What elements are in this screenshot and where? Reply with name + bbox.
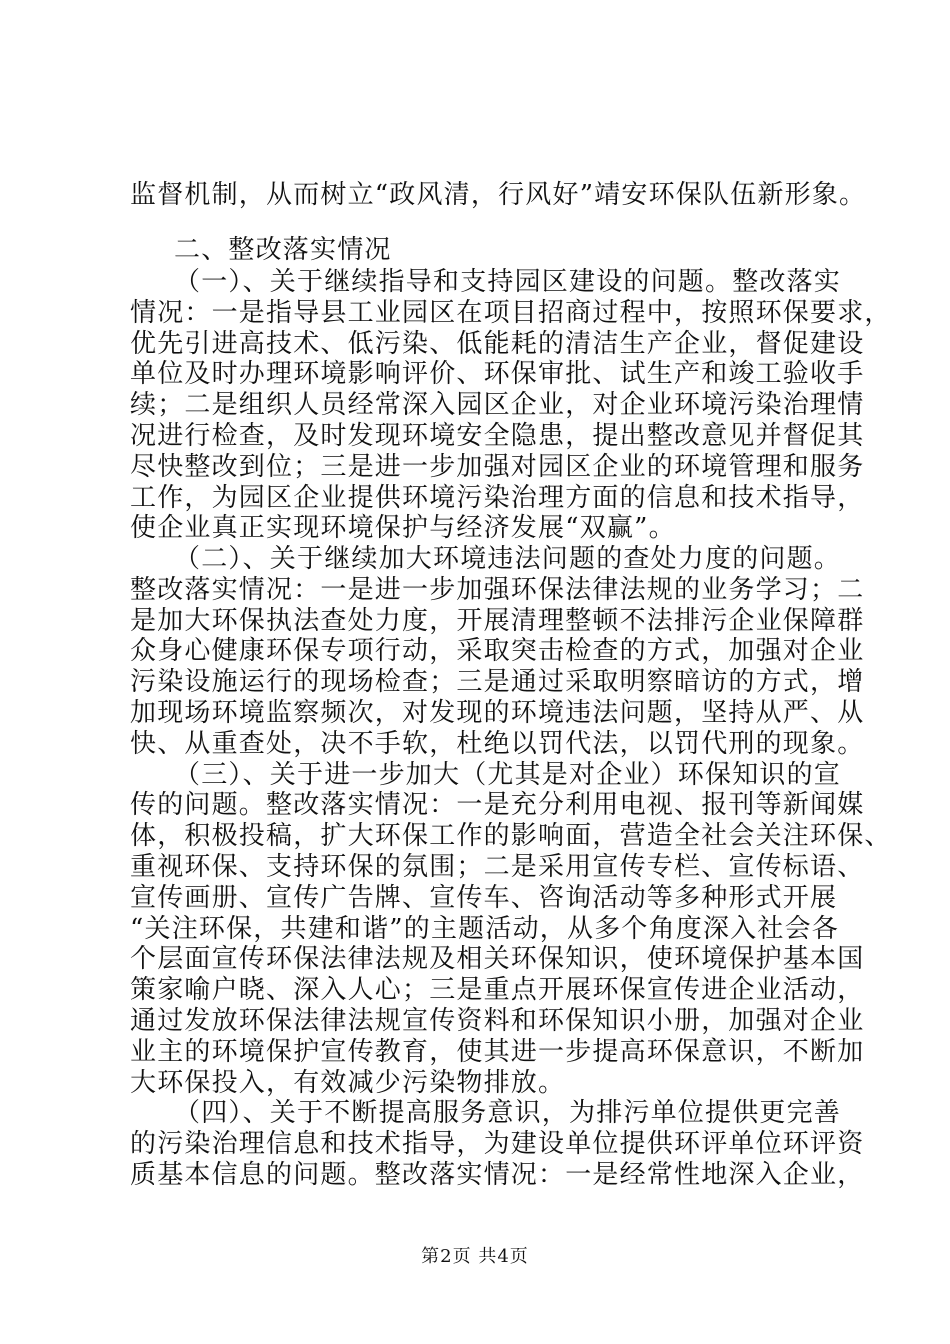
- text-line: 大环保投入，有效减少污染物排放。: [130, 1067, 566, 1098]
- text-line: 个层面宣传环保法律法规及相关环保知识，使环境保护基本国: [130, 944, 865, 975]
- text-line: 加现场环境监察频次，对发现的环境违法问题，坚持从严、从: [130, 698, 865, 729]
- text-line: 策家喻户晓、深入人心；三是重点开展环保宣传进企业活动，: [130, 975, 865, 1006]
- text-line: 重视环保、支持环保的氛围；二是采用宣传专栏、宣传标语、: [130, 852, 865, 883]
- text-line: 整改落实情况：一是进一步加强环保法律法规的业务学习；二: [130, 574, 865, 605]
- text-line: 单位及时办理环境影响评价、环保审批、试生产和竣工验收手: [130, 359, 865, 390]
- text-line: 众身心健康环保专项行动，采取突击检查的方式，加强对企业: [130, 636, 865, 667]
- text-line: 质基本信息的问题。整改落实情况：一是经常性地深入企业，: [130, 1160, 865, 1190]
- text-line: 优先引进高技术、低污染、低能耗的清洁生产企业，督促建设: [130, 328, 865, 359]
- text-line: 情况：一是指导县工业园区在项目招商过程中，按照环保要求，: [130, 297, 892, 328]
- text-line: 体，积极投稿，扩大环保工作的影响面，营造全社会关注环保、: [130, 821, 892, 852]
- text-line: 续；二是组织人员经常深入园区企业，对企业环境污染治理情: [130, 390, 865, 421]
- text-line: （一）、关于继续指导和支持园区建设的问题。整改落实: [174, 266, 842, 297]
- text-line: 工作，为园区企业提供环境污染治理方面的信息和技术指导，: [130, 482, 865, 513]
- page-footer: 第2页 共4页: [421, 1246, 529, 1267]
- text-line: 宣传画册、宣传广告牌、宣传车、咨询活动等多种形式开展: [130, 882, 838, 913]
- text-line: 通过发放环保法律法规宣传资料和环保知识小册，加强对企业: [130, 1006, 865, 1037]
- text-line: 况进行检查，及时发现环境安全隐患，提出整改意见并督促其: [130, 420, 865, 451]
- text-line: （四）、关于不断提高服务意识，为排污单位提供更完善: [174, 1098, 842, 1129]
- text-line: 传的问题。整改落实情况：一是充分利用电视、报刊等新闻媒: [130, 790, 865, 821]
- text-line: （三）、关于进一步加大（尤其是对企业）环保知识的宣: [174, 759, 842, 790]
- text-line: 尽快整改到位；三是进一步加强对园区企业的环境管理和服务: [130, 451, 865, 482]
- section-heading: 二、整改落实情况: [174, 235, 392, 266]
- text-line: 监督机制，从而树立“政风清，行风好”靖安环保队伍新形象。: [130, 180, 867, 210]
- text-line: “关注环保，共建和谐”的主题活动，从多个角度深入社会各: [130, 913, 839, 944]
- text-line: 的污染治理信息和技术指导，为建设单位提供环评单位环评资: [130, 1129, 865, 1160]
- text-line: 业主的环境保护宣传教育，使其进一步提高环保意识，不断加: [130, 1036, 865, 1067]
- text-line: 是加大环保执法查处力度，开展清理整顿不法排污企业保障群: [130, 605, 865, 636]
- text-line: 快、从重查处，决不手软，杜绝以罚代法，以罚代刑的现象。: [130, 728, 865, 759]
- text-line: 使企业真正实现环境保护与经济发展“双赢”。: [130, 513, 676, 544]
- text-line: 污染设施运行的现场检查；三是通过采取明察暗访的方式，增: [130, 667, 865, 698]
- text-line: （二）、关于继续加大环境违法问题的查处力度的问题。: [174, 544, 842, 575]
